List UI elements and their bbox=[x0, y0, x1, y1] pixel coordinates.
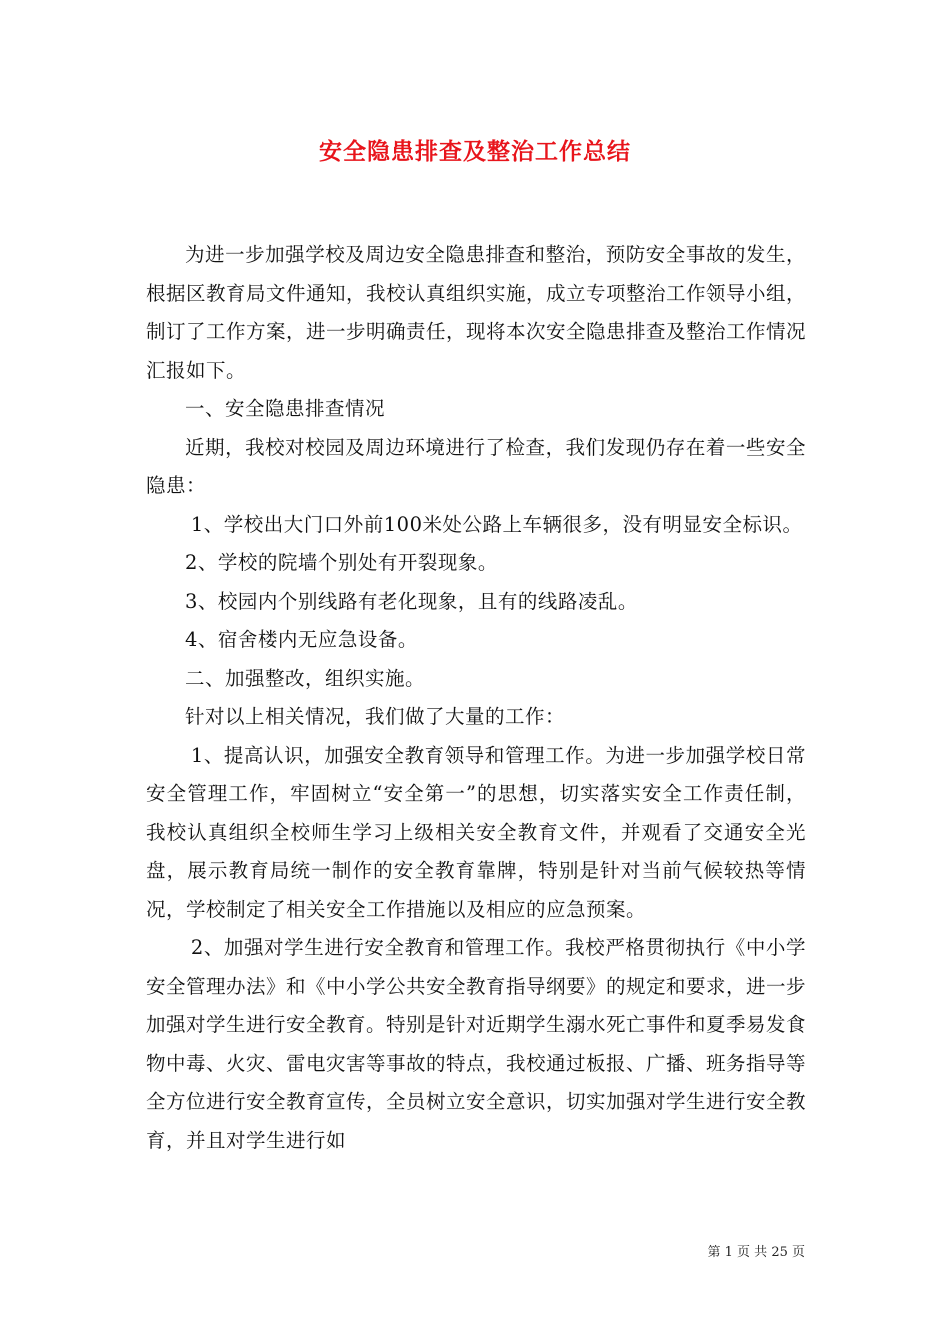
document-title: 安全隐患排查及整治工作总结 bbox=[319, 138, 631, 165]
paragraph-measures-intro: 针对以上相关情况，我们做了大量的工作： bbox=[185, 705, 566, 728]
paragraph-inspection: 近期，我校对校园及周边环境进行了检查，我们发现仍存在着一些安全隐患： bbox=[146, 435, 806, 497]
list-item-hazard-4: 4、宿舍楼内无应急设备。 bbox=[185, 628, 418, 651]
section-heading-1: 一、安全隐患排查情况 bbox=[185, 397, 386, 420]
page-number-footer: 第 1 页 共 25 页 bbox=[707, 1245, 805, 1260]
list-item-measure-1: 1、提高认识，加强安全教育领导和管理工作。为进一步加强学校日常安全管理工作，牢固树立“安全第一”的思想，切实落实安全工作责任制，我校认真组织全校师生学习上级相关安全教育文件，并观看了交通安全光盘，展示教育局统一制作的安全教育靠牌，特别是针对当前气候较热等情况，学校制定了相关安全工作措施以及相应的应急预案。 bbox=[146, 743, 806, 921]
document-body bbox=[146, 236, 806, 1160]
paragraph-intro: 为进一步加强学校及周边安全隐患排查和整治，预防安全事故的发生，根据区教育局文件通知，我校认真组织实施，成立专项整治工作领导小组，制订了工作方案，进一步明确责任，现将本次安全隐患排查及整治工作情况汇报如下。 bbox=[146, 243, 807, 382]
list-item-hazard-1: 1、学校出大门口外前100米处公路上车辆很多，没有明显安全标识。 bbox=[190, 512, 803, 536]
section-heading-2: 二、加强整改，组织实施。 bbox=[185, 666, 426, 690]
list-item-hazard-3: 3、校园内个别线路有老化现象，且有的线路凌乱。 bbox=[185, 589, 638, 613]
list-item-hazard-2: 2、学校的院墙个别处有开裂现象。 bbox=[185, 551, 498, 574]
list-item-measure-2: 2、加强对学生进行安全教育和管理工作。我校严格贯彻执行《中小学安全管理办法》和《中小学公共安全教育指导纲要》的规定和要求，进一步加强对学生进行安全教育。特别是针对近期学生溺水死亡事件和夏季易发食物中毒、火灾、雷电灾害等事故的特点，我校通过板报、广播、班务指导等全方位进行安全教育宣传，全员树立安全意识，切实加强对学生进行安全教育，并且对学生进行如 bbox=[146, 936, 807, 1152]
